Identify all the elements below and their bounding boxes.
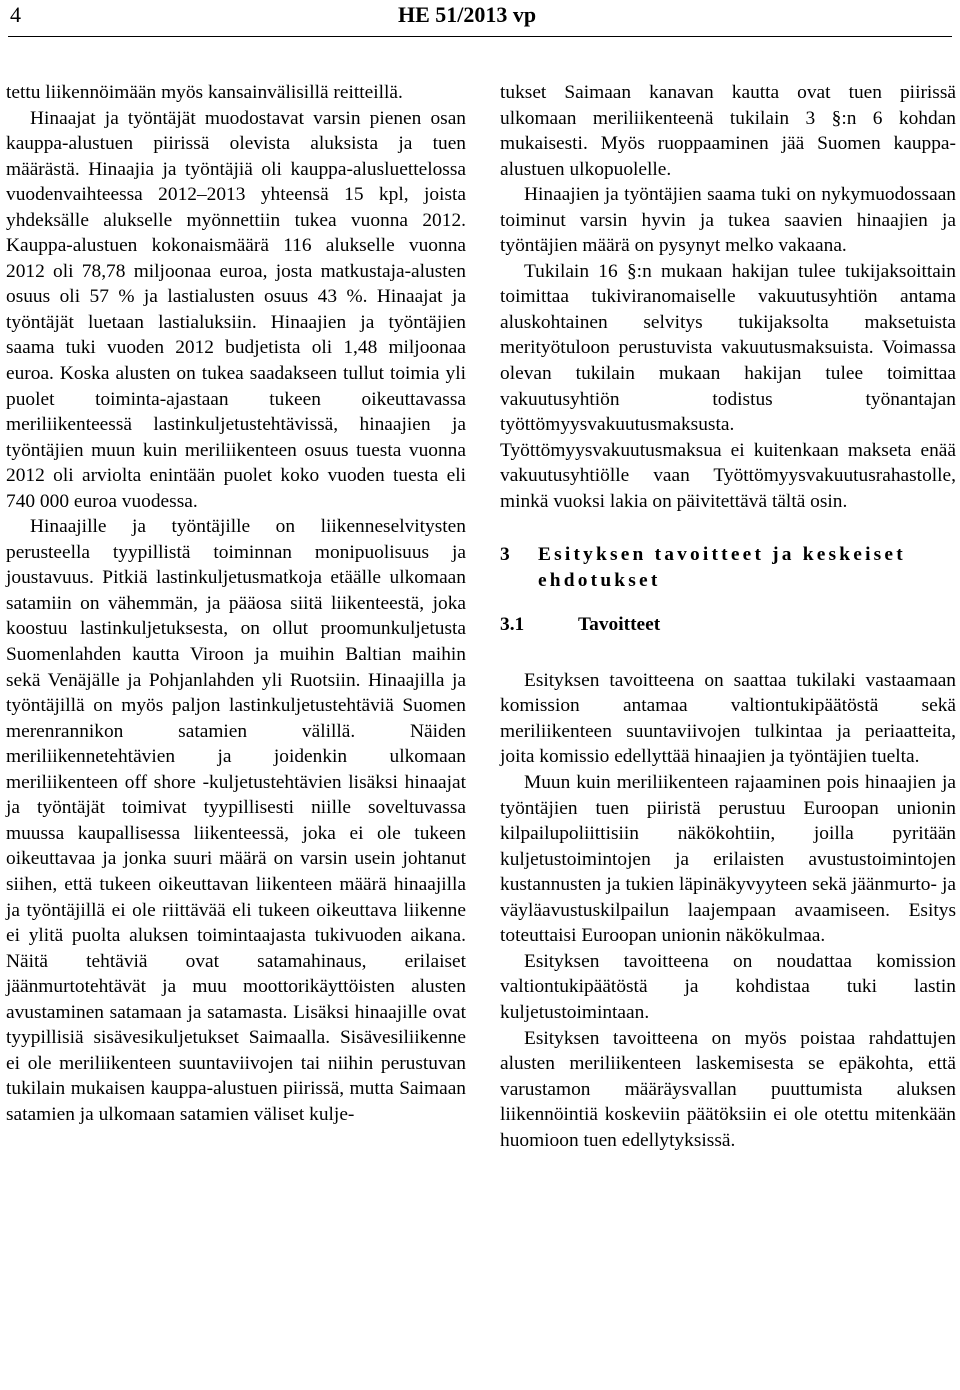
- paragraph: Esityksen tavoitteena on myös poistaa rahdattujen alusten meriliikenteen laskemisesta se epäkohta, että varustamon määräysvallan puuttumista aluksen liikennöintiä koskeviin päätöksiin ei ole otettu mitenkään huomioon tuen edellytyksissä.: [500, 1027, 956, 1151]
- left-column: [6, 80, 466, 1127]
- paragraph: Tukilain 16 §:n mukaan hakijan tulee tukijaksoittain toimittaa tukiviranomaiselle vakuutusyhtiön antama aluskohtainen selvitys tukijaksolta maksetuista merityötuloon perustuvista vakuutusmaksuista. Voimassa olevan tukilain mukaan hakijan tulee toimittaa vakuutusyhtiön todistus työnantajan työttömyysvakuutusmaksusta. Työttömyysvakuutusmaksua ei kuitenkaan makseta enää vakuutusyhtiölle vaan Työttömyysvakuutusrahastolle, minkä vuoksi lakia on päivitettävä tältä osin.: [500, 260, 956, 512]
- subsection-title: Tavoitteet: [578, 614, 661, 636]
- document-id: HE 51/2013 vp: [398, 2, 537, 27]
- subsection-number: 3.1: [500, 614, 525, 636]
- paragraph: tukset Saimaan kanavan kautta ovat tuen piirissä ulkomaan meriliikenteenä tukilain 3 §:n 6 kohdan mukaisesti. Myös ruoppaaminen jää Suomen kauppa-alustuen ulkopuolelle.: [500, 82, 956, 180]
- page-header: [0, 0, 960, 40]
- section-number: 3: [500, 544, 510, 566]
- paragraph: Hinaajille ja työntäjille on liikenneselvitysten perusteella tyypillistä toiminnan monipuolisuus ja joustavuus. Pitkiä lastinkuljetusmatkoja etäälle ulkomaan satamiin on vähemmän, ja pääosa siitä liikenteestä, joka koostuu lastinkuljetuksesta, on ollut proomunkuljetusta Suomenlahden kautta Viroon ja muihin Baltian maihin sekä Venäjälle ja Pohjanlahden yli Ruotsiin. Hinaajilla ja työntäjillä on myös paljon lastinkuljetustehtäviä Suomen merenrannikon satamien välillä. Näiden meriliikennetehtävien ja joidenkin ulkomaan meriliikenteen off shore -kuljetustehtävien lisäksi hinaajat ja työntäjät toimivat tyypillisesti niille soveltuvassa muussa kaupallisessa liikenteessä, joka ei ole tukeen oikeuttavaa ja jonka suuri määrä on varsin usein johtanut siihen, että tukeen oikeuttavan liikenteen määrä hinaajilla ja työntäjillä ei ole riittävää eli tukeen oikeuttava liikenne ei ylitä puolta aluksen toimintaajasta tukivuoden aikana. Näitä tehtäviä ovat satamahinaus, erilaiset jäänmurtotehtävät ja muu moottorikäyttöisten alusten avustaminen satamaan ja satamasta. Lisäksi hinaajille ovat tyypillisiä sisävesikuljetukset Saimaalla. Sisävesiliikenne ei ole meriliikenteen suuntaviivojen tai niihin perustuvan tukilain mukaisen kauppa-alustuen piirissä, mutta Saimaan satamien ja ulkomaan satamien väliset kulje-: [6, 516, 466, 1125]
- paragraph: tettu liikennöimään myös kansainvälisillä reitteillä.: [6, 82, 403, 103]
- subsection-heading: [500, 612, 956, 638]
- page-number: 4: [10, 2, 21, 27]
- section-heading: [500, 542, 956, 594]
- paragraph: Hinaajien ja työntäjien saama tuki on nykymuodossaan toiminut varsin hyvin ja tukea saavien hinaajien ja työntäjien määrä on pysynyt melko vakaana.: [500, 184, 956, 257]
- header-rule: [8, 36, 952, 37]
- right-column: [500, 80, 956, 1153]
- paragraph: Esityksen tavoitteena on noudattaa komission valtiontukipäätöstä ja kohdistaa tuki lastin kuljetustoimintaan.: [500, 950, 956, 1023]
- paragraph: Esityksen tavoitteena on saattaa tukilaki vastaamaan komission antamaa valtiontukipäätöstä sekä meriliikenteen suuntaviivojen tulkintaa ja periaatteita, joita komissio edellyttää hinaajien ja työntäjien tuelta.: [500, 669, 956, 768]
- paragraph: Hinaajat ja työntäjät muodostavat varsin pienen osan kauppa-alustuen piirissä olevista aluksista ja tuen määrästä. Hinaajia ja työntäjiä oli kauppa-alusluettelossa vuodenvaihteessa 2012–2013 yhteensä 15 kpl, joista yhdeksälle alukselle myönnettiin tukea vuonna 2012. Kauppa-alustuen kokonaismäärä 116 alukselle vuonna 2012 oli 78,78 miljoonaa euroa, josta matkustaja-alusten osuus oli 57 % ja lastialusten osuus 43 %. Hinaajat ja työntäjät luetaan lastialuksiin. Hinaajien ja työntäjien saama tuki vuoden 2012 budjetista oli 1,48 miljoonaa euroa. Koska alusten on tukea saadakseen tullut toimia yli puolet toiminta-ajastaan tukeen oikeuttavassa meriliikenteessä lastinkuljetustehtävissä, hinaajien ja työntäjien muun kuin meriliikenteen osuus tuesta vuonna 2012 oli arviolta enintään puolet koko vuoden tuesta eli 740 000 euroa vuodessa.: [6, 107, 466, 512]
- section-title: Esityksen tavoitteet ja keskeiset ehdotukset: [538, 544, 906, 592]
- paragraph: Muun kuin meriliikenteen rajaaminen pois hinaajien ja työntäjien tuen piiristä perustuu Euroopan unionin kilpailupoliittisiin näkökohtiin, joilla pyritään kuljetustoimintojen ja erilaisten avustustoimintojen kustannusten ja tukien läpinäkyvyyteen sekä jäänmurto- ja väyläavustuskilpailun laajempaan avaamiseen. Esitys toteuttaisi Euroopan unionin näkökulmaa.: [500, 772, 956, 947]
